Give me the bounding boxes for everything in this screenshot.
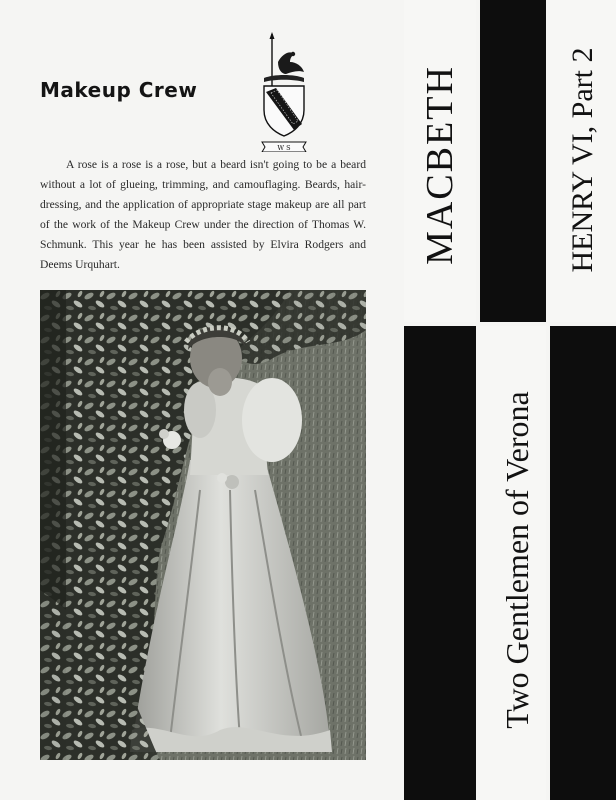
title-henry-vi: HENRY VI, Part 2 [566, 47, 599, 273]
body-paragraph: A rose is a rose is a rose, but a beard isn't going to be a beard without a lot of glueing, trimming, and camouflaging. Beards, hair-dressing, and the application of appropriate stage makeup are all part of the work of the Makeup Crew under the direction of Thomas W. Schmunk. This year he has been assisted by Elvira Rodgers and Deems Urquhart. [40, 158, 366, 271]
costume-photo [40, 290, 366, 760]
panel-black-block [480, 0, 546, 322]
crest-initials: W S [277, 144, 291, 152]
play-titles-panel [404, 0, 616, 800]
coat-of-arms-icon [256, 32, 312, 152]
title-macbeth: MACBETH [419, 65, 461, 265]
panel-black-block [404, 326, 476, 800]
title-two-gentlemen: Two Gentlemen of Verona [499, 391, 535, 729]
panel-black-block [550, 326, 616, 800]
section-heading: Makeup Crew [40, 78, 198, 102]
